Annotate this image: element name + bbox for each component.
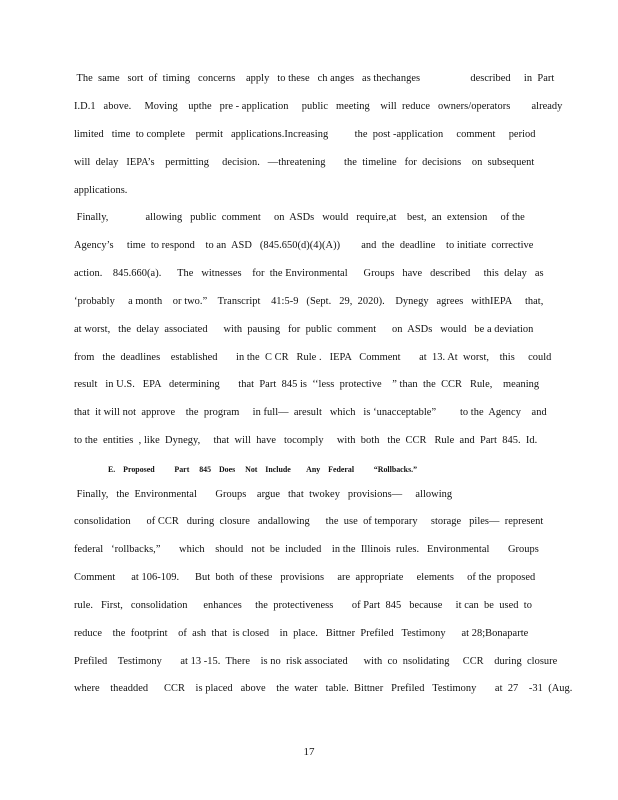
- body-text-line: where theadded CCR is placed above the water table. Bittner Prefiled Testimony at 27 -31 (Aug.: [74, 683, 573, 694]
- body-text-line: Comment at 106-109. But both of these provisions are appropriate elements of the proposed: [74, 572, 536, 583]
- body-text-line: action. 845.660(a). The witnesses for the Environmental Groups have described this delay as: [74, 268, 544, 279]
- body-text-line: from the deadlines established in the C CR Rule . IEPA Comment at 13. At worst, this could: [74, 352, 552, 363]
- body-text-line: Agency’s time to respond to an ASD (845.650(d)(4)(A)) and the deadline to initiate corrective: [74, 240, 534, 251]
- body-text-line: Finally, the Environmental Groups argue that twokey provisions— allowing: [74, 489, 453, 500]
- body-text-line: Finally, allowing public comment on ASDs would require,at best, an extension of the: [74, 212, 525, 223]
- body-text-line: applications.: [74, 185, 128, 196]
- body-text-line: Prefiled Testimony at 13 -15. There is no risk associated with co nsolidating CCR during closure: [74, 656, 558, 667]
- body-text-line: result in U.S. EPA determining that Part 845 is ‘‘less protective ” than the CCR Rule, meaning: [74, 379, 540, 390]
- body-text-line: will delay IEPA’s permitting decision. —threatening the timeline for decisions on subsequent: [74, 157, 535, 168]
- section-heading: E. Proposed Part 845 Does Not Include Any Federal “Rollbacks.”: [108, 464, 418, 474]
- body-text-line: The same sort of timing concerns apply to these ch anges as thechanges described in Part: [74, 73, 555, 84]
- body-text-line: I.D.1 above. Moving upthe pre - application public meeting will reduce owners/operators already: [74, 101, 563, 112]
- body-text-line: ‘probably a month or two.” Transcript 41:5-9 (Sept. 29, 2020). Dynegy agrees withIEPA that,: [74, 296, 544, 307]
- body-text-line: limited time to complete permit applications.Increasing the post -application comment period: [74, 129, 536, 140]
- body-text-line: reduce the footprint of ash that is closed in place. Bittner Prefiled Testimony at 28;Bonaparte: [74, 628, 529, 639]
- body-text-line: that it will not approve the program in full— aresult which is ‘unacceptable” to the Agency and: [74, 407, 547, 418]
- page-number: 17: [303, 746, 315, 758]
- body-text-line: consolidation of CCR during closure andallowing the use of temporary storage piles— represent: [74, 516, 544, 527]
- body-text-line: federal ‘rollbacks,” which should not be included in the Illinois rules. Environmental Groups: [74, 544, 539, 555]
- body-text-line: to the entities , like Dynegy, that will have tocomply with both the CCR Rule and Part 845. Id.: [74, 435, 538, 446]
- body-text-line: at worst, the delay associated with pausing for public comment on ASDs would be a deviation: [74, 324, 534, 335]
- body-text-line: rule. First, consolidation enhances the protectiveness of Part 845 because it can be used to: [74, 600, 532, 611]
